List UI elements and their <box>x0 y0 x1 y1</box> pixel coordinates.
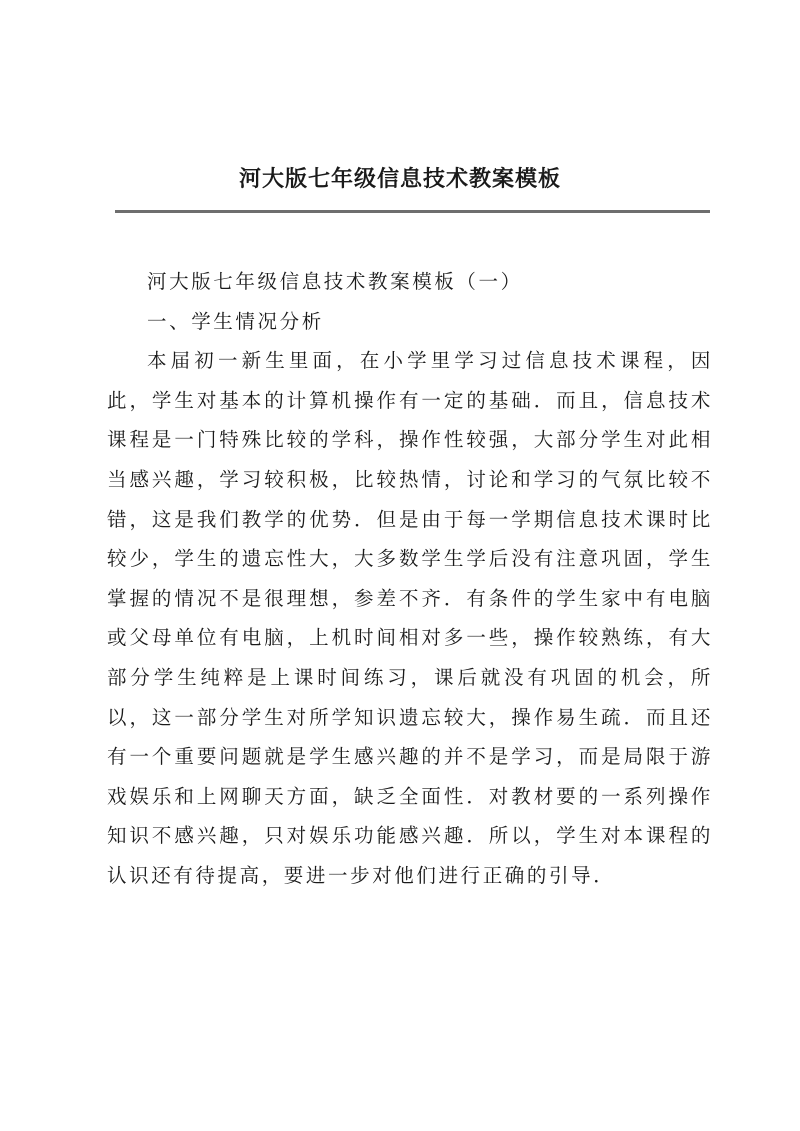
body-paragraph: 本届初一新生里面，在小学里学习过信息技术课程，因此，学生对基本的计算机操作有一定的基础．而且，信息技术课程是一门特殊比较的学科，操作性较强，大部分学生对此相当感兴趣，学习较积极，比较热情，讨论和学习的气氛比较不错，这是我们教学的优势．但是由于每一学期信息技术课时比较少，学生的遗忘性大，大多数学生学后没有注意巩固，学生掌握的情况不是很理想，参差不齐．有条件的学生家中有电脑或父母单位有电脑，上机时间相对多一些，操作较熟练，有大部分学生纯粹是上课时间练习，课后就没有巩固的机会，所以，这一部分学生对所学知识遗忘较大，操作易生疏．而且还有一个重要问题就是学生感兴趣的并不是学习，而是局限于游戏娱乐和上网聊天方面，缺乏全面性．对教材要的一系列操作知识不感兴趣，只对娱乐功能感兴趣．所以，学生对本课程的认识还有待提高，要进一步对他们进行正确的引导． <box>107 349 713 887</box>
document-title: 河大版七年级信息技术教案模板 <box>238 166 561 192</box>
document-body <box>107 262 713 896</box>
document-subtitle: 河大版七年级信息技术教案模板（一） <box>147 270 523 293</box>
title-divider <box>115 210 710 213</box>
section-heading: 一、学生情况分析 <box>147 309 324 333</box>
